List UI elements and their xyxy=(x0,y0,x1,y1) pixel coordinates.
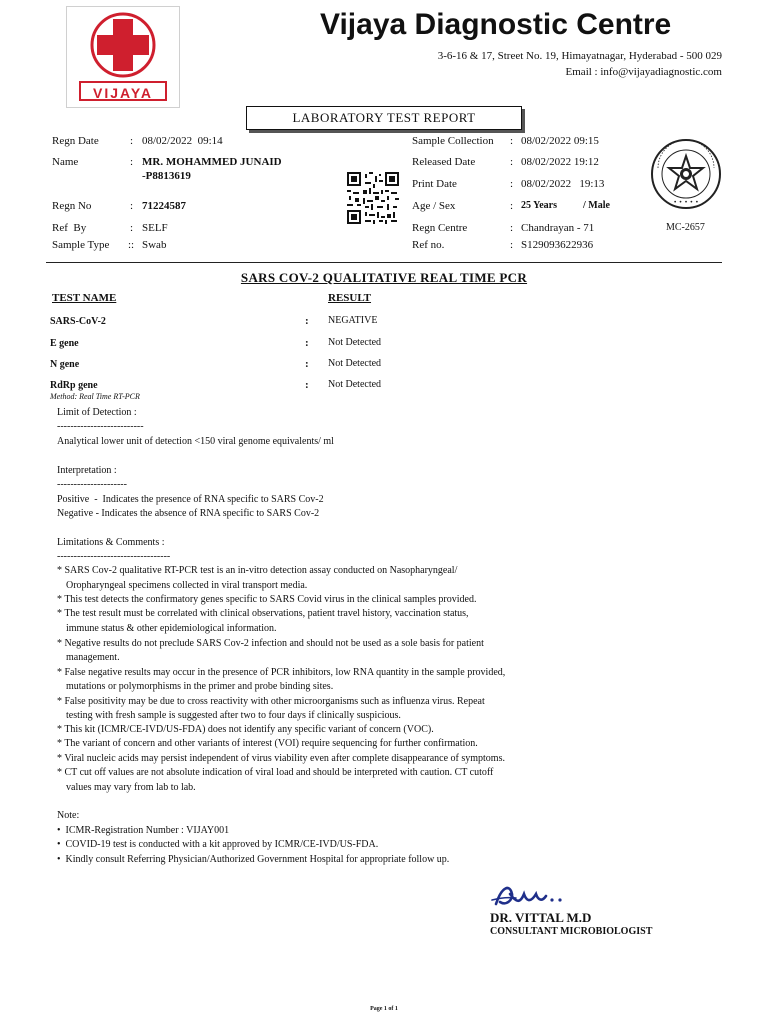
interpretation-positive: Positive - Indicates the presence of RNA specific to SARS Cov-2 xyxy=(57,494,324,505)
limitation-line: * This kit (ICMR/CE-IVD/US-FDA) does not identify any specific variant of concern (VOC). xyxy=(57,724,434,735)
ref-no-colon: : xyxy=(510,239,514,251)
limitation-line: Oropharyngeal specimens collected in viral transport media. xyxy=(66,580,308,591)
column-test-name: TEST NAME xyxy=(52,292,117,304)
age-sex-label: Age / Sex xyxy=(412,200,456,212)
print-date-value: 08/02/2022 19:13 xyxy=(521,178,605,190)
limitation-line: * CT cut off values are not absolute indication of viral load and should be interpreted with caution. CT cutoff xyxy=(57,767,494,778)
logo-wordmark: VIJAYA xyxy=(79,81,167,101)
name-label: Name xyxy=(52,156,79,168)
name-colon: : xyxy=(130,156,134,168)
limitation-line: * False negative results may occur in the presence of PCR inhibitors, low RNA quantity in the sample provided, xyxy=(57,667,506,678)
limitations-dashes: ---------------------------------- xyxy=(57,551,171,562)
limitation-line: mutations or polymorphisms in the primer and probe binding sites. xyxy=(66,681,334,692)
method-note: Method: Real Time RT-PCR xyxy=(50,392,140,401)
print-date-colon: : xyxy=(510,178,514,190)
regn-date-colon: : xyxy=(130,135,134,147)
result-e-gene: Not Detected xyxy=(328,337,382,348)
result-colon: : xyxy=(305,315,309,327)
interpretation-negative: Negative - Indicates the absence of RNA specific to SARS Cov-2 xyxy=(57,508,320,519)
test-row-e-gene: E gene xyxy=(50,338,79,349)
limit-heading: Limit of Detection : xyxy=(57,407,137,418)
result-colon: : xyxy=(305,358,309,370)
limitation-line: * The test result must be correlated with clinical observations, patient travel history, vaccination status, xyxy=(57,608,469,619)
result-colon: : xyxy=(305,337,309,349)
note-heading: Note: xyxy=(57,810,80,821)
report-title: LABORATORY TEST REPORT xyxy=(246,106,522,130)
limitation-line: * This test detects the confirmatory genes specific to SARS Covid virus in the clinical samples provided. xyxy=(57,594,477,605)
svg-text:• • • • •: • • • • • xyxy=(673,199,699,206)
note-line: • Kindly consult Referring Physician/Authorized Government Hospital for appropriate follow up. xyxy=(57,854,450,865)
limitation-line: values may vary from lab to lab. xyxy=(66,782,196,793)
qr-code xyxy=(347,172,399,224)
column-result: RESULT xyxy=(328,292,372,304)
regn-date-label: Regn Date xyxy=(52,135,99,147)
limitation-line: * Viral nucleic acids may persist independent of virus viability even after complete disappearance of symptoms. xyxy=(57,753,505,764)
doctor-designation: CONSULTANT MICROBIOLOGIST xyxy=(490,926,653,937)
patient-name: MR. MOHAMMED JUNAID xyxy=(142,156,282,168)
limitation-line: * SARS Cov-2 qualitative RT-PCR test is an in-vitro detection assay conducted on Nasopharyngeal/ xyxy=(57,565,458,576)
age-sex-colon: : xyxy=(510,200,514,212)
regn-no-colon: : xyxy=(130,200,134,212)
sample-type-label: Sample Type xyxy=(52,239,110,251)
interpretation-heading: Interpretation : xyxy=(57,465,117,476)
interpretation-dashes: --------------------- xyxy=(57,479,127,490)
section-title: SARS COV-2 QUALITATIVE REAL TIME PCR xyxy=(240,270,528,285)
result-n-gene: Not Detected xyxy=(328,358,382,369)
section-divider xyxy=(46,262,722,263)
test-row-sars-cov-2: SARS-CoV-2 xyxy=(50,316,106,327)
sample-collection-colon: : xyxy=(510,135,514,147)
limitation-line: testing with fresh sample is suggested after two to four days if clinically suspicious. xyxy=(66,710,401,721)
limitation-line: * The variant of concern and other variants of interest (VOI) require sequencing for further confirmation. xyxy=(57,738,478,749)
sample-type-value: Swab xyxy=(142,239,167,251)
patient-id: -P8813619 xyxy=(142,170,191,182)
note-line: • COVID-19 test is conducted with a kit approved by ICMR/CE-IVD/US-FDA. xyxy=(57,839,379,850)
regn-centre-value: Chandrayan - 71 xyxy=(521,222,595,234)
result-colon: : xyxy=(305,379,309,391)
result-rdrp-gene: Not Detected xyxy=(328,379,382,390)
limitations-heading: Limitations & Comments : xyxy=(57,537,165,548)
vijaya-logo xyxy=(66,6,180,108)
age-value: 25 Years xyxy=(521,200,558,211)
handwritten-signature xyxy=(490,880,582,912)
doctor-name: DR. VITTAL M.D xyxy=(490,910,592,925)
sample-collection-label: Sample Collection xyxy=(412,135,494,147)
limit-text: Analytical lower unit of detection <150 viral genome equivalents/ ml xyxy=(57,436,334,447)
regn-centre-label: Regn Centre xyxy=(412,222,468,234)
sample-type-colon: :: xyxy=(128,239,135,251)
ref-by-label: Ref By xyxy=(52,222,87,234)
ref-no-label: Ref no. xyxy=(412,239,445,251)
regn-no-label: Regn No xyxy=(52,200,92,212)
limitation-line: * False positivity may be due to cross reactivity with other microorganisms such as influenza virus. Repeat xyxy=(57,696,485,707)
released-date-colon: : xyxy=(510,156,514,168)
ref-by-colon: : xyxy=(130,222,134,234)
page-number: Page 1 of 1 xyxy=(370,1006,398,1012)
regn-centre-colon: : xyxy=(510,222,514,234)
ref-no-value: S129093622936 xyxy=(521,239,594,251)
limitation-line: immune status & other epidemiological information. xyxy=(66,623,277,634)
limit-dashes: -------------------------- xyxy=(57,421,144,432)
accreditation-seal-icon xyxy=(648,128,724,218)
test-row-n-gene: N gene xyxy=(50,359,80,370)
red-cross-icon xyxy=(67,7,179,79)
result-sars-cov-2: NEGATIVE xyxy=(328,315,378,326)
ref-by-value: SELF xyxy=(142,222,168,234)
sex-value: / Male xyxy=(583,200,610,211)
regn-no-value: 71224587 xyxy=(142,200,186,212)
accreditation-code: MC-2657 xyxy=(666,222,705,233)
limitation-line: management. xyxy=(66,652,120,663)
address: 3-6-16 & 17, Street No. 19, Himayatnagar, Hyderabad - 500 029 xyxy=(437,50,722,62)
regn-date-value: 08/02/2022 09:14 xyxy=(142,135,223,147)
brand-name: Vijaya Diagnostic Centre xyxy=(320,8,672,41)
released-date-value: 08/02/2022 19:12 xyxy=(521,156,599,168)
released-date-label: Released Date xyxy=(412,156,476,168)
sample-collection-value: 08/02/2022 09:15 xyxy=(521,135,599,147)
email: Email : info@vijayadiagnostic.com xyxy=(565,66,722,78)
print-date-label: Print Date xyxy=(412,178,457,190)
limitation-line: * Negative results do not preclude SARS Cov-2 infection and should not be used as a sole basis for patient xyxy=(57,638,484,649)
test-row-rdrp-gene: RdRp gene xyxy=(50,380,98,391)
note-line: • ICMR-Registration Number : VIJAY001 xyxy=(57,825,230,836)
